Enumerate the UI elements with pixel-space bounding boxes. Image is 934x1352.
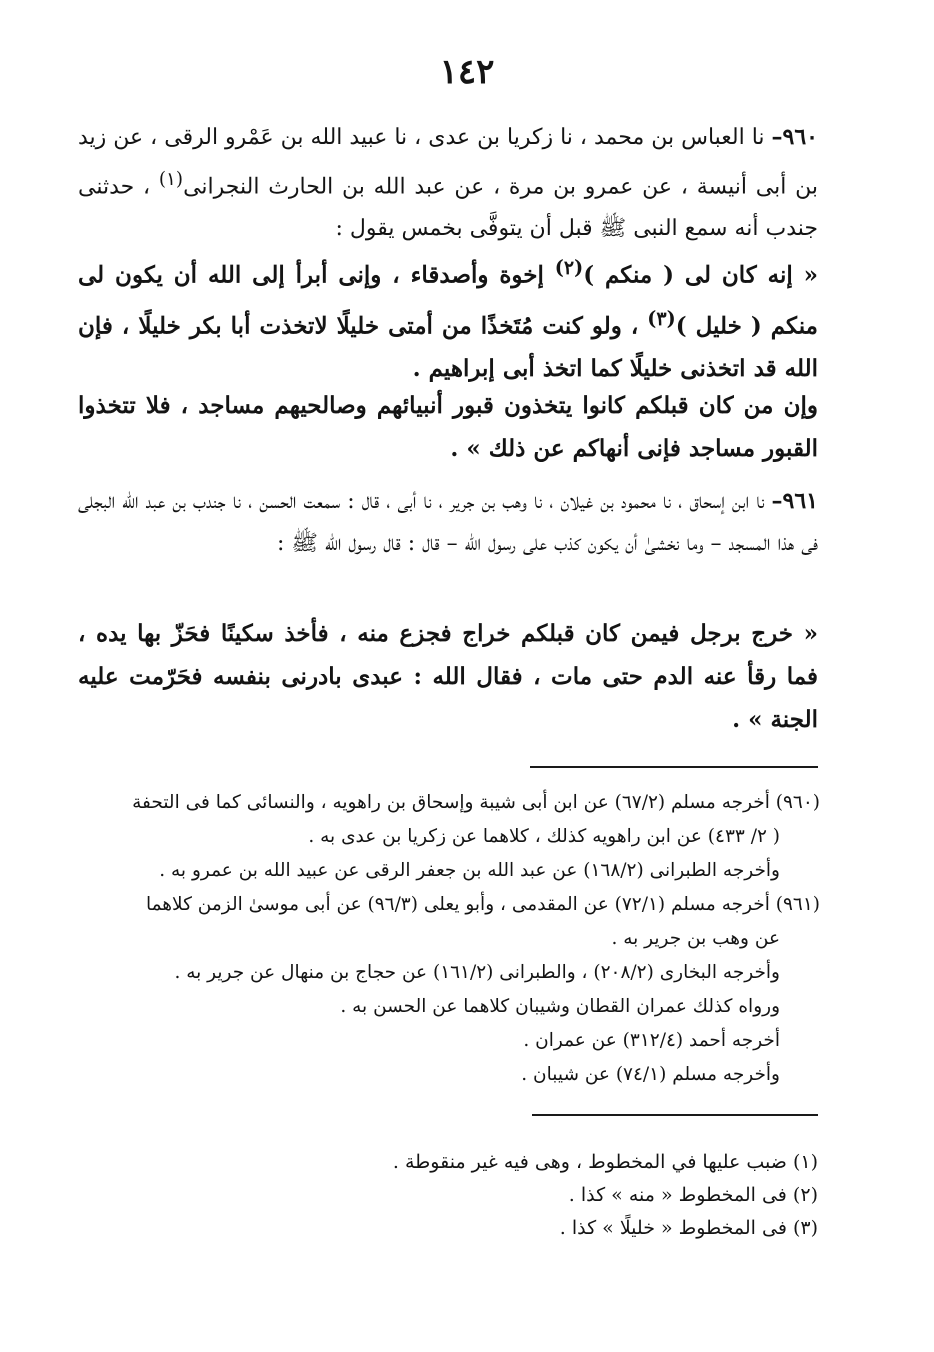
takhrij-line: وأخرجه البخارى (٢٠٨/٢) ، والطبرانى (١٦١/٢) عن حجاج بن منهال عن جرير به . [174,962,780,983]
footnote-2: (٢) فى المخطوط « منه » كذا . [568,1184,818,1206]
isnad-text-end: ، حدثنى جندب أنه سمع النبى ﷺ قبل أن يتوفَّى بخمس يقول : [78,174,818,242]
isnad-text: نا ابن إسحاق ، نا محمود بن غيلان ، نا وهب بن جرير ، نا أبى ، قال : سمعت الحسن ، نا جندب بن عبد الله البجلى فى هذا المسجد – وما نخشىٰ أن يكون كذب على رسول الله – قال : قال رسول الله ﷺ : [78,489,818,556]
footnote-ref: (٢) [554,256,584,279]
takhrij-line: ورواه كذلك عمران القطان وشيبان كلاهما عن الحسن به . [340,996,780,1017]
hadith-number: ٩٦١– [771,488,818,514]
hadith-960-matn-1 [78,246,818,390]
isnad-text: نا العباس بن محمد ، نا زكريا بن عدى ، نا عبيد الله بن عَمْرو الرقى ، عن زيد بن أبى أنيسة ، عن عمرو بن مرة ، عن عبد الله بن الحارث النجرانى [78,125,818,200]
hadith-961-matn [78,612,818,741]
matn-text: وإن من كان قبلكم كانوا يتخذون قبور أنبيائهم وصالحيهم مساجد ، فلا تتخذوا القبور مساجد فإنى أنهاكم عن ذلك » . [78,392,818,462]
takhrij-line: وأخرجه الطبرانى (١٦٨/٢) عن عبد الله بن جعفر الرقى عن عبيد الله بن عمرو به . [159,860,780,881]
page-number: ١٤٢ [439,52,495,92]
takhrij-notes [60,786,820,1092]
takhrij-line: ( ٢/ ٤٣٣) عن ابن راهويه كذلك ، كلاهما عن زكريا بن عدى به . [308,826,780,847]
matn-text: ، ولو كنت مُتَخذًا من أمتى خليلًا لاتخذت أبا بكر خليلًا ، فإن الله قد اتخذنى خليلًا كما اتخذ أبى إبراهيم . [78,312,818,383]
takhrij-line: أخرجه أحمد (٣١٢/٤) عن عمران . [523,1030,780,1051]
footnote-3: (٣) فى المخطوط « خليلًا » كذا . [559,1217,818,1239]
footnote-separator [530,766,818,768]
hadith-960-isnad [78,116,818,250]
matn-text: « إنه كان لى ( منكم ) [583,261,818,289]
footnote-ref: (٣) [647,306,676,330]
footnote-separator [532,1114,818,1116]
takhrij-line: (٩٦٠) أخرجه مسلم (٦٧/٢) عن ابن أبى شيبة وإسحاق بن راهويه ، والنسائى كما فى التحفة [132,792,820,813]
hadith-961-isnad [78,480,818,565]
hadith-number: ٩٦٠– [771,124,818,150]
footnotes [78,1146,818,1245]
hadith-960-matn-2 [78,384,818,470]
takhrij-line: (٩٦١) أخرجه مسلم (٧٢/١) عن المقدمى ، وأبو يعلى (٩٦/٣) عن أبى موسىٰ الزمن كلاهما [145,894,820,915]
takhrij-line: وأخرجه مسلم (٧٤/١) عن شيبان . [521,1064,780,1085]
takhrij-line: عن وهب بن جرير به . [611,928,780,949]
matn-text: « خرج برجل فيمن كان قبلكم خراج فجزع منه ، فأخذ سكينًا فحَزّ بها يده ، فما رقأ عنه الدم حتى مات ، فقال الله : عبدى بادرنى بنفسه فحَرّمت عليه الجنة » . [78,620,818,733]
footnote-1: (١) ضبب عليها في المخطوط ، وهى فيه غير منقوطة . [392,1151,818,1173]
matn-text: إخوة وأصدقاء ، وإنى أبرأ إلى الله أن يكون لى منكم ( خليل ) [78,261,818,340]
footnote-ref: (١) [158,169,184,190]
